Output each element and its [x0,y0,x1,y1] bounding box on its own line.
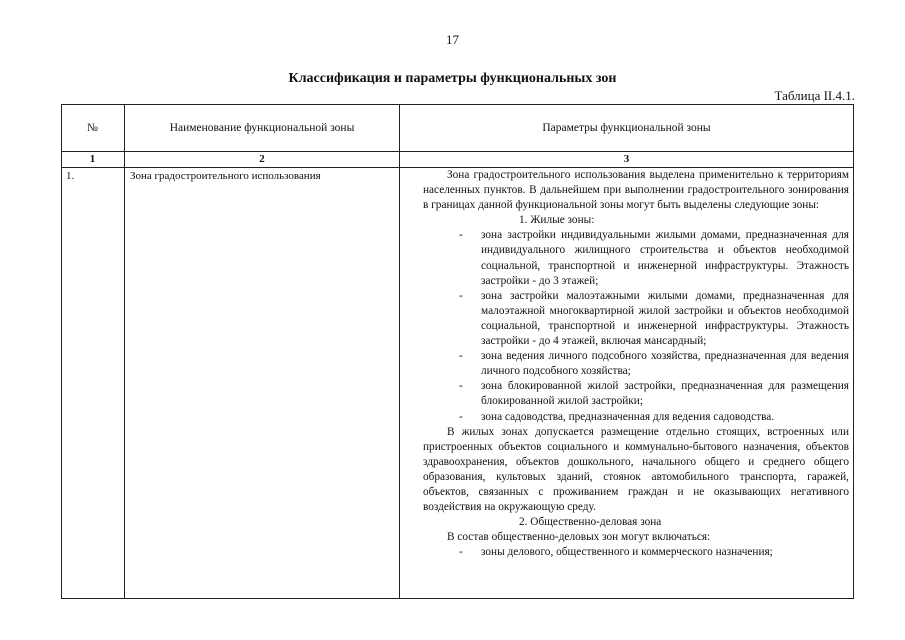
list-item: - зоны делового, общественного и коммерческого назначения; [423,545,849,560]
table-label: Таблица II.4.1. [774,88,855,103]
list-item: - зона блокированной жилой застройки, предназначенная для размещения блокированной жилой застройки; [459,380,849,408]
dash-marker: - [459,229,463,242]
document-title: Классификация и параметры функциональных зон [288,71,617,86]
table-bottom-border [61,598,854,599]
zone-name: Зона градостроительного использования [130,170,321,182]
column-number-2: 2 [259,153,265,165]
page-number: 17 [446,32,459,47]
row-number: 1. [66,170,75,182]
header-number: № [87,121,98,134]
column-divider-1 [124,104,125,599]
residential-list [423,228,849,424]
list-item: - зона застройки малоэтажными жилыми домами, предназначенная для малоэтажной многоквартирной жилой застройки и объектов необходимой социальной, транспортной и инженерной инфраструктуры. Этажность застройки - до 4 этажей, включая мансардный; [459,289,849,348]
dash-marker: - [459,380,463,393]
dash-marker: - [459,289,463,302]
list-item: - зона садоводства, предназначенная для ведения садоводства. [423,410,849,425]
dash-marker: - [459,350,463,363]
residential-heading: 1. Жилые зоны: [519,214,595,227]
list-item: - зона застройки индивидуальными жилыми домами, предназначенная для индивидуального жилищного строительства и объектов необходимой социальной, транспортной и инженерной инфраструктуры. Этажность застройки - до 3 этажей; [459,229,849,287]
zone-parameters [423,168,849,560]
column-divider-2 [399,104,400,599]
table-right-border [853,104,854,599]
list-item: - зона ведения личного подсобного хозяйства, предназначенная для ведения личного подсобного хозяйства; [459,350,849,378]
business-intro: В состав общественно-деловых зон могут включаться: [447,531,711,544]
business-heading: 2. Общественно-деловая зона [519,516,662,529]
header-zone-parameters: Параметры функциональной зоны [542,121,711,134]
header-zone-name: Наименование функциональной зоны [169,121,355,134]
dash-marker: - [459,410,463,423]
table-left-border [61,104,62,599]
zones-table [61,104,854,599]
column-number-1: 1 [89,153,96,165]
business-list [423,545,849,560]
dash-marker: - [459,546,463,559]
intro-paragraph: Зона градостроительного использования выделена применительно к территориям населенных пунктов. В дальнейшем при выполнении градостроительного зонирования в границах данной функциональной зоны могут быть выделены следующие зоны: [423,169,849,212]
column-number-3: 3 [623,153,630,165]
residential-note: В жилых зонах допускается размещение отдельно стоящих, встроенных или пристроенных объектов социального и коммунально-бытового назначения, объектов здравоохранения, объектов дошкольного, начального общего и среднего общего образования, культовых зданий, стоянок автомобильного транспорта, гаражей, объектов, связанных с проживанием граждан и не оказывающих негативного воздействия на окружающую среду. [423,425,849,514]
